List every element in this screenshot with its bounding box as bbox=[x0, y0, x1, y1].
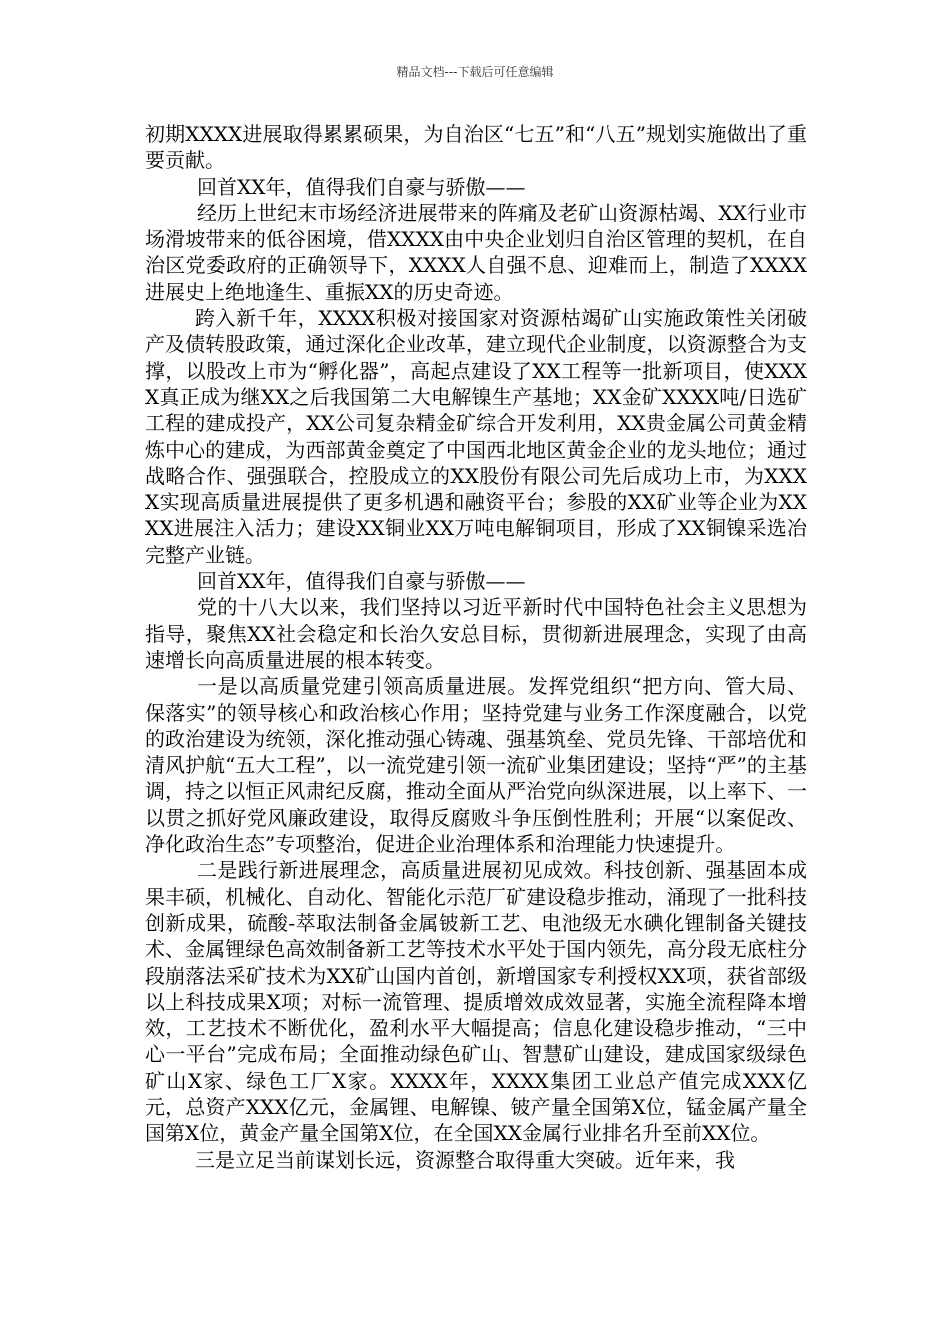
document-body bbox=[145, 121, 807, 1173]
paragraph-point-one: 一是以高质量党建引领高质量进展。发挥党组织“把方向、管大局、保落实”的领导核心和政治核心作用；坚持党建与业务工作深度融合，以党的政治建设为统领，深化推动强心铸魂、强基筑垒、党员先锋、干部培优和清风护航“五大工程”，以一流党建引领一流矿业集团建设；坚持“严”的主基调，持之以恒正风肃纪反腐，推动全面从严治党向纵深进展，以上率下、一以贯之抓好党风廉政建设，取得反腐败斗争压倒性胜利；开展“以案促改、净化政治生态”专项整治，促进企业治理体系和治理能力快速提升。 bbox=[145, 674, 807, 857]
paragraph-point-three: 三是立足当前谋划长远，资源整合取得重大突破。近年来，我 bbox=[195, 1147, 735, 1172]
paragraph-since-18th-congress: 党的十八大以来，我们坚持以习近平新时代中国特色社会主义思想为指导，聚焦XX社会稳定和长治久安总目标，贯彻新进展理念，实现了由高速增长向高质量进展的根本转变。 bbox=[145, 595, 807, 672]
paragraph-continuation: 初期XXXX进展取得累累硕果，为自治区“七五”和“八五”规划实施做出了重要贡献。 bbox=[145, 122, 807, 173]
paragraph-heading-review-2: 回首XX年，值得我们自豪与骄傲—— bbox=[197, 569, 526, 594]
paragraph-new-millennium: 跨入新千年，XXXX积极对接国家对资源枯竭矿山实施政策性关闭破产及债转股政策，通过深化企业改革，建立现代企业制度，以资源整合为支撑，以股改上市为“孵化器”，高起点建设了XX工程等一批新项目，使XXXX真正成为继XX之后我国第二大电解镍生产基地；XX金矿XXXX吨/日选矿工程的建成投产，XX公司复杂精金矿综合开发利用，XX贵金属公司黄金精炼中心的建成，为西部黄金奠定了中国西北地区黄金企业的龙头地位；通过战略合作、强强联合，控股成立的XX股份有限公司先后成功上市，为XXXX实现高质量进展提供了更多机遇和融资平台；参股的XX矿业等企业为XXXX进展注入活力；建设XX铜业XX万吨电解铜项目，形成了XX铜镍采选冶完整产业链。 bbox=[145, 306, 807, 567]
paragraph-point-two: 二是践行新进展理念，高质量进展初见成效。科技创新、强基固本成果丰硕，机械化、自动化、智能化示范厂矿建设稳步推动，涌现了一批科技创新成果，硫酸-萃取法制备金属铍新工艺、电池级无水碘化锂制备关键技术、金属锂绿色高效制备新工艺等技术水平处于国内领先，高分段无底柱分段崩落法采矿技术为XX矿山国内首创，新增国家专利授权XX项，获省部级以上科技成果X项；对标一流管理、提质增效成效显著，实施全流程降本增效，工艺技术不断优化，盈利水平大幅提高；信息化建设稳步推动，“三中心一平台”完成布局；全面推动绿色矿山、智慧矿山建设，建成国家级绿色矿山X家、绿色工厂X家。XXXX年，XXXX集团工业总产值完成XXX亿元，总资产XXX亿元，金属锂、电解镍、铍产量全国第X位，锰金属产量全国第X位，黄金产量全国第X位，在全国XX金属行业排名升至前XX位。 bbox=[145, 858, 807, 1146]
paragraph-history: 经历上世纪末市场经济进展带来的阵痛及老矿山资源枯竭、XX行业市场滑坡带来的低谷困境，借XXXX由中央企业划归自治区管理的契机，在自治区党委政府的正确领导下，XXXX人自强不息、迎难而上，制造了XXXX进展史上绝地逢生、重振XX的历史奇迹。 bbox=[145, 200, 807, 304]
paragraph-heading-review-1: 回首XX年，值得我们自豪与骄傲—— bbox=[197, 174, 526, 199]
page-header: 精品文档---下载后可任意编辑 bbox=[396, 65, 554, 79]
